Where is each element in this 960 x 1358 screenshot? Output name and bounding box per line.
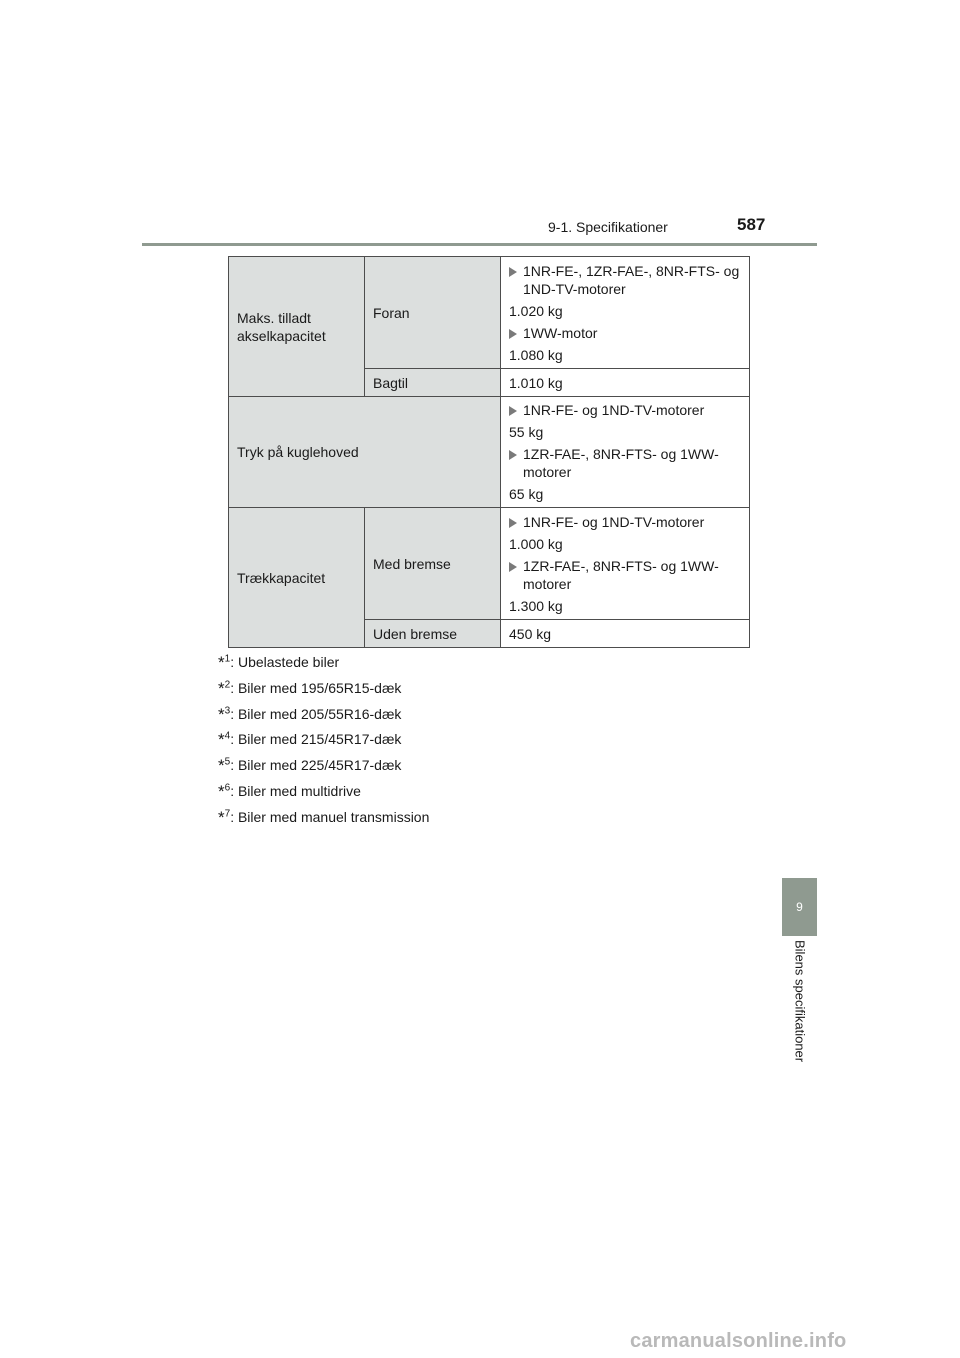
front-value bbox=[501, 257, 750, 369]
asterisk-icon: * bbox=[218, 807, 225, 827]
footnote: *$^2$: Biler med 195/65R15-dæk bbox=[218, 678, 402, 698]
triangle-bullet-icon bbox=[509, 518, 517, 528]
value-text: 55 kg bbox=[509, 424, 544, 440]
list-item: 1ZR-FAE-, 8NR-FTS- og 1WW-motorer bbox=[509, 445, 741, 481]
rear-value: 1.010 kg bbox=[501, 369, 750, 397]
triangle-bullet-icon bbox=[509, 406, 517, 416]
value-text: 1.080 kg bbox=[509, 346, 563, 363]
triangle-bullet-icon bbox=[509, 562, 517, 572]
triangle-bullet-icon bbox=[509, 267, 517, 277]
triangle-bullet-icon bbox=[509, 329, 517, 339]
asterisk-icon: * bbox=[218, 781, 225, 801]
footnote: *$^7$: Biler med manuel transmission bbox=[218, 807, 430, 827]
rear-label: Bagtil bbox=[365, 369, 501, 397]
page-number: 587 bbox=[737, 215, 766, 234]
header-rule bbox=[142, 243, 817, 246]
list-item: 1NR-FE-, 1ZR-FAE-, 8NR-FTS- og 1ND-TV-motorer bbox=[509, 262, 741, 298]
asterisk-icon: * bbox=[218, 653, 225, 672]
asterisk-icon: * bbox=[218, 756, 225, 776]
footnote: *$^6$: Biler med multidrive bbox=[218, 781, 361, 801]
asterisk-icon: * bbox=[218, 704, 225, 724]
table-row bbox=[229, 257, 750, 369]
chapter-label: Bilens specifikationer bbox=[792, 940, 808, 1063]
section-title: 9-1. Specifikationer bbox=[548, 219, 668, 235]
footnotes bbox=[218, 653, 429, 834]
footnote: *$^4$: Biler med 215/45R17-dæk bbox=[218, 730, 402, 750]
front-label: Foran bbox=[365, 257, 501, 369]
value-text: 1.000 kg bbox=[509, 535, 563, 552]
max-axle-label: Maks. tilladt akselkapacitet bbox=[229, 257, 365, 397]
with-brake-value bbox=[501, 508, 750, 620]
footnote: *$^5$: Biler med 225/45R17-dæk bbox=[218, 756, 402, 776]
without-brake-label: Uden bremse bbox=[365, 620, 501, 648]
list-item: 1NR-FE- og 1ND-TV-motorer bbox=[509, 401, 741, 419]
table-row bbox=[229, 508, 750, 620]
spec-table bbox=[228, 256, 750, 648]
ball-head-value bbox=[501, 397, 750, 508]
with-brake-label: Med bremse bbox=[365, 508, 501, 620]
towing-label: Trækkapacitet bbox=[229, 508, 365, 648]
list-item: 1ZR-FAE-, 8NR-FTS- og 1WW-motorer bbox=[509, 557, 741, 593]
asterisk-icon: * bbox=[218, 678, 225, 698]
footnote: *$^3$: Biler med 205/55R16-dæk bbox=[218, 704, 402, 724]
value-text: 1.020 kg bbox=[509, 302, 563, 319]
table-row bbox=[229, 397, 750, 508]
list-item: 1NR-FE- og 1ND-TV-motorer bbox=[509, 513, 741, 531]
list-item: 1WW-motor bbox=[509, 324, 741, 342]
value-text: 65 kg bbox=[509, 486, 544, 502]
ball-head-label: Tryk på kuglehoved bbox=[229, 397, 501, 508]
value-text: 1.300 kg bbox=[509, 597, 563, 614]
footnote: *$^1$: Ubelastede biler bbox=[218, 653, 340, 672]
without-brake-value: 450 kg bbox=[501, 620, 750, 648]
chapter-tab[interactable]: 9 bbox=[782, 878, 817, 936]
triangle-bullet-icon bbox=[509, 450, 517, 460]
asterisk-icon: * bbox=[218, 730, 225, 750]
watermark: carmanualsonline.info bbox=[630, 1330, 847, 1352]
